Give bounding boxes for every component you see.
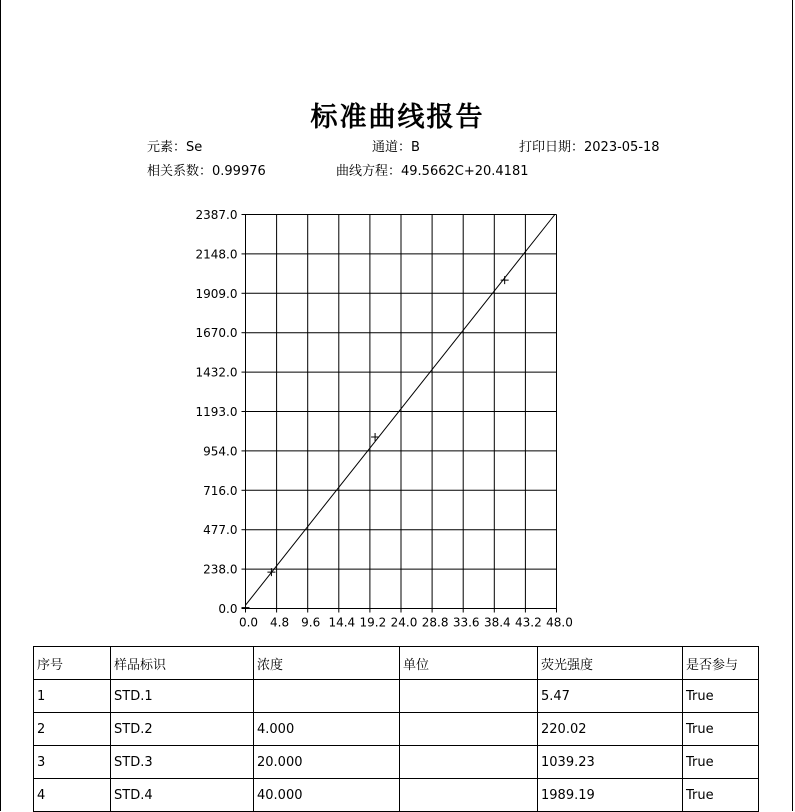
- table-cell: STD.4: [111, 779, 254, 812]
- y-tick-label: 238.0: [203, 562, 238, 577]
- table-cell: True: [683, 680, 759, 713]
- correlation-label: 相关系数：0.99976: [147, 164, 266, 179]
- x-tick-label: 19.2: [359, 615, 387, 630]
- equation-label: 曲线方程：49.5662C+20.4181: [336, 164, 529, 179]
- x-tick-label: 4.8: [270, 615, 290, 630]
- table-cell: 1: [34, 680, 111, 713]
- table-cell: STD.2: [111, 713, 254, 746]
- y-tick-label: 2148.0: [195, 247, 238, 262]
- table-cell: 3: [34, 746, 111, 779]
- table-cell: [254, 680, 400, 713]
- element-label: 元素：Se: [147, 140, 203, 155]
- table-cell: [400, 713, 538, 746]
- print-date-label: 打印日期：2023-05-18: [519, 140, 660, 155]
- table-cell: STD.3: [111, 746, 254, 779]
- table-cell: [400, 779, 538, 812]
- y-tick-label: 716.0: [203, 483, 238, 498]
- table-cell: 5.47: [538, 680, 683, 713]
- table-row: [34, 713, 759, 746]
- table-cell: 4.000: [254, 713, 400, 746]
- x-tick-label: 28.8: [421, 615, 449, 630]
- table-cell: True: [683, 746, 759, 779]
- table-cell: 4: [34, 779, 111, 812]
- table-cell: [400, 746, 538, 779]
- table-header: 荧光强度: [538, 647, 683, 680]
- x-tick-label: 9.6: [301, 615, 321, 630]
- y-tick-label: 1193.0: [195, 405, 238, 419]
- table-row: [34, 779, 759, 812]
- y-tick-label: 954.0: [203, 444, 238, 459]
- table-header: 序号: [34, 647, 111, 680]
- table-cell: STD.1: [111, 680, 254, 713]
- y-tick-label: 477.0: [203, 523, 238, 538]
- y-tick-label: 1432.0: [195, 365, 238, 380]
- data-point-marker: [242, 604, 250, 612]
- table-header-row: [34, 647, 759, 680]
- table-cell: True: [683, 779, 759, 812]
- table-cell: 20.000: [254, 746, 400, 779]
- table-cell: 1989.19: [538, 779, 683, 812]
- table-cell: [400, 680, 538, 713]
- sample-table: [33, 646, 759, 812]
- y-tick-label: 2387.0: [195, 208, 238, 222]
- x-tick-label: 48.0: [546, 615, 573, 630]
- table-cell: 2: [34, 713, 111, 746]
- y-tick-label: 1670.0: [195, 326, 238, 341]
- data-point-marker: [501, 276, 509, 284]
- table-row: [34, 680, 759, 713]
- channel-label: 通道：B: [372, 140, 420, 155]
- report-title: 标准曲线报告: [310, 102, 485, 133]
- calibration-fit-line: [246, 215, 555, 606]
- table-cell: True: [683, 713, 759, 746]
- y-tick-label: 1909.0: [195, 286, 238, 301]
- x-tick-label: 43.2: [515, 615, 542, 630]
- table-cell: 220.02: [538, 713, 683, 746]
- table-cell: 1039.23: [538, 746, 683, 779]
- table-header: 是否参与: [683, 647, 759, 680]
- x-tick-label: 38.4: [483, 615, 511, 630]
- table-cell: 40.000: [254, 779, 400, 812]
- data-point-marker: [371, 433, 379, 441]
- table-header: 样品标识: [111, 647, 254, 680]
- x-tick-label: 24.0: [390, 615, 418, 630]
- x-tick-label: 0.0: [238, 615, 259, 630]
- x-tick-label: 33.6: [452, 615, 480, 630]
- table-row: [34, 746, 759, 779]
- table-header: 浓度: [254, 647, 400, 680]
- table-header: 单位: [400, 647, 538, 680]
- x-tick-label: 14.4: [328, 615, 356, 630]
- y-tick-label: 0.0: [218, 602, 238, 616]
